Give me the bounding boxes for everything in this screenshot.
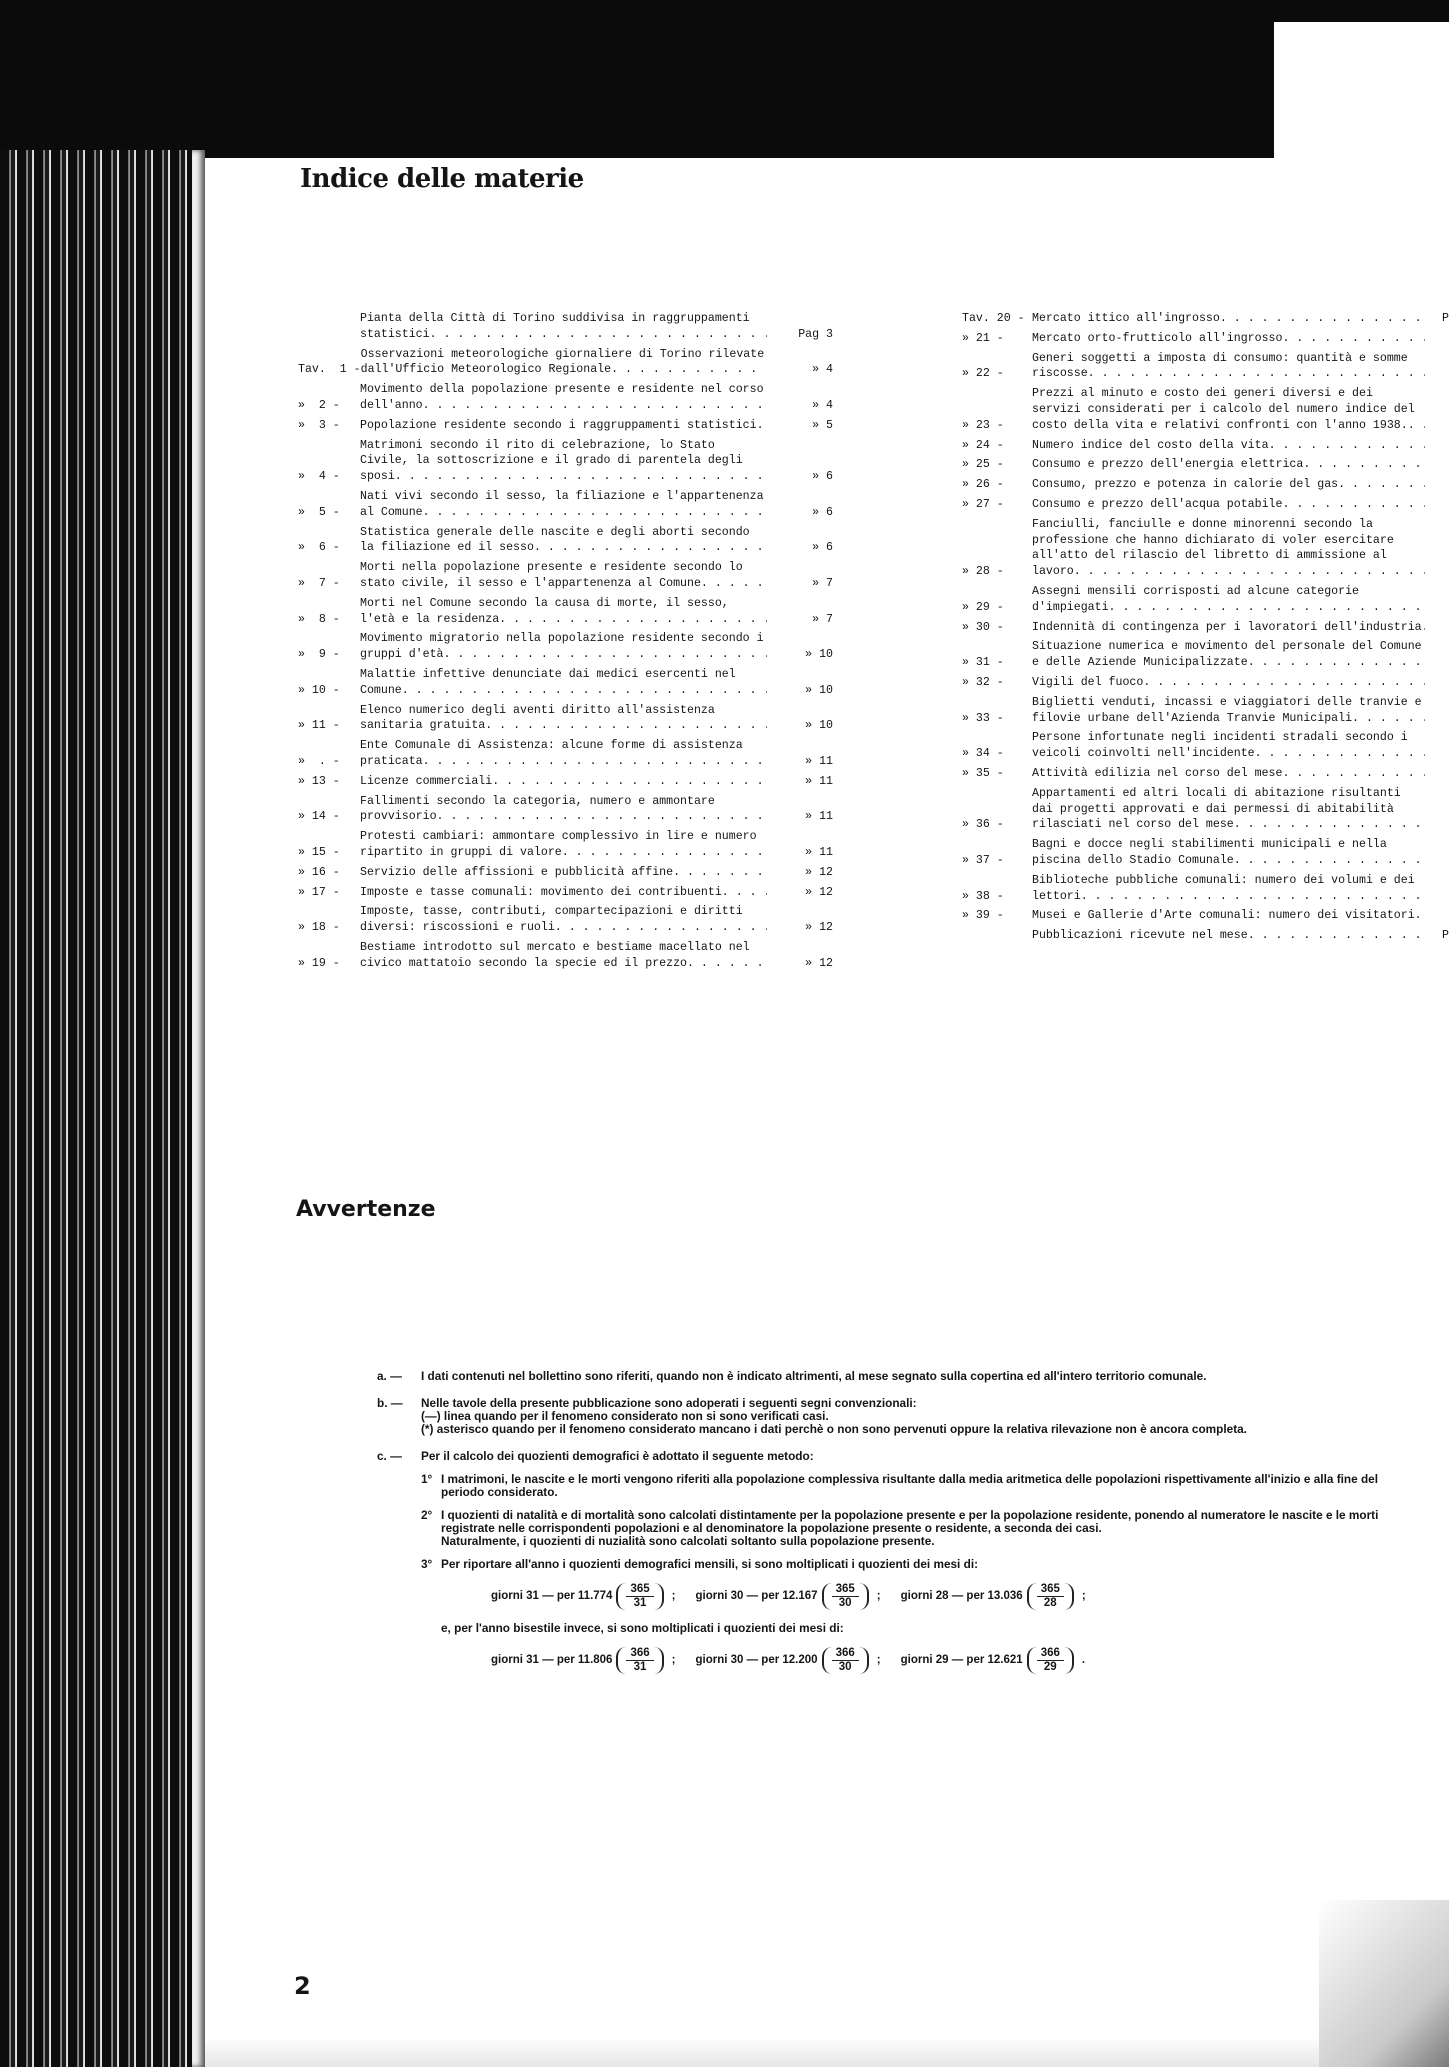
toc-text: Biglietti venduti, incassi e viaggiatori delle tranvie e filovie urbane dell'Azienda Tranvie Municipali . . . xyxy=(1032,695,1425,727)
toc-prefix: » 11 - xyxy=(298,719,340,733)
toc-entry xyxy=(962,675,1449,691)
toc-text: Licenze commerciali . . . xyxy=(360,774,767,790)
avvertenze-notes xyxy=(377,1370,1397,1700)
toc-entry xyxy=(298,631,833,663)
toc-entry xyxy=(962,766,1449,782)
toc-page: » 7 xyxy=(812,612,833,626)
toc-entry xyxy=(962,928,1449,944)
toc-text: Protesti cambiari: ammontare complessivo in lire e numero ripartito in gruppi di valore . . . xyxy=(360,829,767,861)
toc-text: Morti nella popolazione presente e residente secondo lo stato civile, il sesso e l'appartenenza al Comune . . . xyxy=(360,560,767,592)
note-text: Nelle tavole della presente pubblicazione sono adoperati i seguenti segni convenzionali: xyxy=(421,1396,917,1410)
toc-text: Popolazione residente secondo i raggruppamenti statistici . . . xyxy=(360,418,767,434)
toc-text: Fallimenti secondo la categoria, numero e ammontare provvisorio . . . xyxy=(360,794,767,826)
toc-prefix: » 4 - xyxy=(298,470,340,484)
toc-text: Assegni mensili corrisposti ad alcune categorie d'impiegati . . . xyxy=(1032,584,1425,616)
note-c2: 2° I quozienti di natalità e di mortalità sono calcolati distintamente per la popolazione presente e per la popolazione residente, ponendo al numeratore le nascite e le morti registrate nelle corrispondenti popolazioni e al denominatore la popolazione presente o residente, a seconda dei casi. Naturalmente, i quozienti di nuzialità sono calcolati soltanto sulla popolazione presente. xyxy=(421,1508,1379,1548)
formula-term: giorni 31 — per 11.806 $\frac{366}{31}$ ; xyxy=(491,1647,676,1673)
toc-entry xyxy=(298,525,833,557)
toc-entry xyxy=(298,667,833,699)
toc-page: » 10 xyxy=(805,648,833,662)
toc-text: Consumo e prezzo dell'energia elettrica . . . xyxy=(1032,457,1425,473)
toc-page: » 10 xyxy=(805,683,833,697)
toc-text: Numero indice del costo della vita . . . xyxy=(1032,438,1425,454)
toc-text: Consumo, prezzo e potenza in calorie del gas . . . xyxy=(1032,477,1425,493)
toc-entry xyxy=(962,438,1449,454)
toc-text: Appartamenti ed altri locali di abitazione risultanti dai progetti approvati e dai permessi di abitabilità rilasciati nel corso del mese . . . xyxy=(1032,786,1425,833)
toc-page: » 4 xyxy=(812,398,833,412)
toc-page: » 7 xyxy=(812,576,833,590)
toc-entry xyxy=(962,386,1449,433)
toc-text: Nati vivi secondo il sesso, la filiazione e l'appartenenza al Comune . . . xyxy=(360,489,767,521)
toc-entry xyxy=(298,885,833,901)
toc-prefix: » 22 - xyxy=(962,367,1004,381)
toc-text: Attività edilizia nel corso del mese . . . xyxy=(1032,766,1425,782)
toc-text: Musei e Gallerie d'Arte comunali: numero dei visitatori . . . xyxy=(1032,908,1425,924)
toc-prefix: » 8 - xyxy=(298,612,340,626)
toc-text: Morti nel Comune secondo la causa di morte, il sesso, l'età e la residenza . . . xyxy=(360,596,767,628)
toc-prefix: » 23 - xyxy=(962,418,1004,432)
avvertenze-title: Avvertenze xyxy=(296,1197,436,1222)
toc-prefix: » 26 - xyxy=(962,478,1004,492)
toc-prefix: » 29 - xyxy=(962,600,1004,614)
toc-page: » 11 xyxy=(805,774,833,788)
toc-prefix: » 27 - xyxy=(962,497,1004,511)
toc-page: » 12 xyxy=(805,921,833,935)
toc-text: Generi soggetti a imposta di consumo: quantità e somme riscosse . . . xyxy=(1032,351,1425,383)
page-bottom-shadow xyxy=(205,2037,1449,2067)
toc-prefix: » 6 - xyxy=(298,541,340,555)
toc-text: Vigili del fuoco . . . xyxy=(1032,675,1425,691)
toc-entry xyxy=(962,457,1449,473)
toc-entry xyxy=(962,786,1449,833)
toc-entry xyxy=(298,489,833,521)
toc-prefix: » 5 - xyxy=(298,505,340,519)
page-corner-shadow xyxy=(1319,1900,1449,2067)
note-text: Per il calcolo dei quozienti demografici è adottato il seguente metodo: xyxy=(421,1449,814,1463)
toc-entry xyxy=(962,477,1449,493)
toc-prefix: » 17 - xyxy=(298,885,340,899)
toc-prefix: Tav. 1 - xyxy=(298,363,361,377)
toc-text: Servizio delle affissioni e pubblicità affine . . . xyxy=(360,865,767,881)
formula-term: giorni 30 — per 12.167 $\frac{365}{30}$ ; xyxy=(695,1583,881,1609)
toc-page: » 11 xyxy=(805,754,833,768)
toc-prefix: » 2 - xyxy=(298,398,340,412)
toc-prefix: » 36 - xyxy=(962,818,1004,832)
formula-term: giorni 30 — per 12.200 $\frac{366}{30}$ ; xyxy=(695,1647,881,1673)
toc-prefix: » 3 - xyxy=(298,418,340,432)
toc-text: Mercato orto-frutticolo all'ingrosso . . . xyxy=(1032,331,1425,347)
toc-page: » 11 xyxy=(805,845,833,859)
toc-page: P xyxy=(1442,312,1449,325)
toc-prefix: » 33 - xyxy=(962,711,1004,725)
toc-text: Movimento della popolazione presente e residente nel corso dell'anno . . . xyxy=(360,382,767,414)
toc-entry xyxy=(298,347,833,379)
toc-prefix: » 16 - xyxy=(298,865,340,879)
toc-entry xyxy=(962,584,1449,616)
toc-prefix: » 39 - xyxy=(962,909,1004,923)
toc-entry xyxy=(962,639,1449,671)
toc-page: » 12 xyxy=(805,956,833,970)
top-black-band xyxy=(0,0,1449,158)
top-page-notch xyxy=(1274,22,1449,162)
toc-prefix: » 24 - xyxy=(962,438,1004,452)
toc-entry xyxy=(298,560,833,592)
toc-page: » 12 xyxy=(805,865,833,879)
toc-text: Pianta della Città di Torino suddivisa in raggruppamenti statistici . . . xyxy=(360,311,767,343)
toc-prefix: » 37 - xyxy=(962,853,1004,867)
toc-prefix: » 28 - xyxy=(962,565,1004,579)
toc-entry xyxy=(298,794,833,826)
toc-prefix: Tav. 20 - xyxy=(962,312,1025,325)
toc-prefix: » . - xyxy=(298,754,340,768)
toc-left-column xyxy=(298,311,833,975)
note-sign-asterisk: (*) asterisco quando per il fenomeno considerato mancano i dati perchè o non sono pervenuti oppure la relativa rilevazione non è ancora completa. xyxy=(421,1422,1247,1436)
note-b xyxy=(377,1397,1397,1436)
toc-text: Imposte e tasse comunali: movimento dei contribuenti . . . xyxy=(360,885,767,901)
toc-page: Pag 3 xyxy=(798,327,833,341)
toc-prefix: » 34 - xyxy=(962,747,1004,761)
toc-text: Pubblicazioni ricevute nel mese . . . xyxy=(1032,928,1425,944)
toc-entry xyxy=(298,382,833,414)
toc-entry xyxy=(298,940,833,972)
page-stack-edge xyxy=(0,150,205,2067)
note-label: b. — xyxy=(377,1396,403,1410)
toc-page: » 11 xyxy=(805,810,833,824)
formula-term: giorni 31 — per 11.774 $\frac{365}{31}$ ; xyxy=(491,1583,676,1609)
toc-entry xyxy=(962,730,1449,762)
toc-text: Prezzi al minuto e costo dei generi diversi e dei servizi considerati per i calcolo del numero indice del costo della vita e relativi confronti con l'anno 1938. . . . xyxy=(1032,386,1425,433)
toc-prefix: » 19 - xyxy=(298,956,340,970)
toc-page: » 10 xyxy=(805,719,833,733)
toc-entry xyxy=(962,311,1449,327)
toc-prefix: » 25 - xyxy=(962,458,1004,472)
toc-entry xyxy=(962,331,1449,347)
note-c3: 3° Per riportare all'anno i quozienti demografici mensili, si sono moltiplicati i quozienti dei mesi di: xyxy=(421,1557,979,1571)
toc-text: Imposte, tasse, contributi, compartecipazioni e diritti diversi: riscossioni e ruoli . . . xyxy=(360,904,767,936)
toc-text: Bestiame introdotto sul mercato e bestiame macellato nel civico mattatoio secondo la specie ed il prezzo . . . xyxy=(360,940,767,972)
toc-prefix: » 10 - xyxy=(298,683,340,697)
toc-page: P xyxy=(1442,929,1449,943)
toc-prefix: » 35 - xyxy=(962,766,1004,780)
toc-prefix: » 18 - xyxy=(298,921,340,935)
toc-prefix: » 13 - xyxy=(298,774,340,788)
formula-term: giorni 28 — per 13.036 $\frac{365}{28}$ ; xyxy=(900,1583,1086,1609)
toc-entry xyxy=(298,438,833,485)
toc-entry xyxy=(298,865,833,881)
note-sign-line: (—) linea quando per il fenomeno considerato non si sono verificati casi. xyxy=(421,1409,829,1423)
formula-term: giorni 29 — per 12.621 $\frac{366}{29}$ . xyxy=(900,1647,1086,1673)
page-fold-shadow xyxy=(192,150,205,2067)
toc-entry xyxy=(962,695,1449,727)
toc-right-column xyxy=(962,311,1449,948)
toc-prefix: » 7 - xyxy=(298,576,340,590)
toc-text: Elenco numerico degli aventi diritto all'assistenza sanitaria gratuita . . . xyxy=(360,703,767,735)
toc-entry xyxy=(962,620,1449,636)
note-body xyxy=(421,1450,1397,1686)
toc-prefix: » 15 - xyxy=(298,845,340,859)
toc-entry xyxy=(298,596,833,628)
toc-text: Matrimoni secondo il rito di celebrazione, lo Stato Civile, la sottoscrizione e il grado di parentela degli sposi . . . xyxy=(360,438,767,485)
toc-text: Ente Comunale di Assistenza: alcune forme di assistenza praticata . . . xyxy=(360,738,767,770)
toc-page: » 6 xyxy=(812,505,833,519)
toc-text: Situazione numerica e movimento del personale del Comune e delle Aziende Municipalizzate . . . xyxy=(1032,639,1425,671)
formula-common-year xyxy=(491,1583,1397,1610)
note-body xyxy=(421,1397,1397,1436)
toc-page: » 6 xyxy=(812,470,833,484)
toc-entry xyxy=(962,497,1449,513)
toc-entry xyxy=(298,418,833,434)
toc-entry xyxy=(298,829,833,861)
toc-entry xyxy=(298,311,833,343)
page-number: 2 xyxy=(294,1972,311,2000)
toc-entry xyxy=(962,908,1449,924)
note-label: a. — xyxy=(377,1369,402,1383)
toc-entry xyxy=(962,837,1449,869)
toc-prefix: » 14 - xyxy=(298,810,340,824)
toc-text: Fanciulli, fanciulle e donne minorenni secondo la professione che hanno dichiarato di voler esercitare all'atto del rilascio del libretto di ammissione al lavoro . . . xyxy=(1032,517,1425,580)
toc-entry xyxy=(962,351,1449,383)
toc-text: Statistica generale delle nascite e degli aborti secondo la filiazione ed il sesso . . . xyxy=(360,525,767,557)
toc-entry xyxy=(962,873,1449,905)
toc-prefix: » 30 - xyxy=(962,620,1004,634)
toc-prefix: » 31 - xyxy=(962,656,1004,670)
toc-text: Malattie infettive denunciate dai medici esercenti nel Comune . . . xyxy=(360,667,767,699)
note-text: I dati contenuti nel bollettino sono riferiti, quando non è indicato altrimenti, al mese segnato sulla copertina ed all'intero territorio comunale. xyxy=(421,1369,1207,1383)
toc-page: » 5 xyxy=(812,418,833,432)
toc-text: Biblioteche pubbliche comunali: numero dei volumi e dei lettori . . . xyxy=(1032,873,1425,905)
toc-entry xyxy=(298,904,833,936)
note-a xyxy=(377,1370,1397,1383)
toc-text: Persone infortunate negli incidenti stradali secondo i veicoli coinvolti nell'incidente . . . xyxy=(1032,730,1425,762)
toc-entry xyxy=(962,517,1449,580)
toc-entry xyxy=(298,703,833,735)
note-c xyxy=(377,1450,1397,1686)
toc-page: » 6 xyxy=(812,541,833,555)
toc-page: » 4 xyxy=(812,363,833,377)
note-c1: 1° I matrimoni, le nascite e le morti vengono riferiti alla popolazione complessiva risultante dalla media aritmetica delle popolazioni rispettivamente all'inizio e alla fine del periodo considerato. xyxy=(421,1472,1378,1499)
toc-entry xyxy=(298,774,833,790)
toc-text: Bagni e docce negli stabilimenti municipali e nella piscina dello Stadio Comunale . . . xyxy=(1032,837,1425,869)
toc-prefix: » 32 - xyxy=(962,675,1004,689)
toc-text: Movimento migratorio nella popolazione residente secondo i gruppi d'età . . . xyxy=(360,631,767,663)
toc-text: Indennità di contingenza per i lavoratori dell'industria . . . xyxy=(1032,620,1425,636)
toc-entry xyxy=(298,738,833,770)
toc-text: Osservazioni meteorologiche giornaliere di Torino rilevate dall'Ufficio Meteorologico Regionale . . . xyxy=(361,347,767,379)
formula-leap-year xyxy=(491,1647,1397,1674)
toc-prefix: » 21 - xyxy=(962,331,1004,345)
note-text: e, per l'anno bisestile invece, si sono moltiplicati i quozienti dei mesi di: xyxy=(441,1621,844,1635)
toc-text: Consumo e prezzo dell'acqua potabile . . . xyxy=(1032,497,1425,513)
page-title: Indice delle materie xyxy=(300,164,584,194)
toc-page: » 12 xyxy=(805,885,833,899)
note-label: c. — xyxy=(377,1449,402,1463)
toc-prefix: » 38 - xyxy=(962,889,1004,903)
toc-text: Mercato ittico all'ingrosso . . . xyxy=(1032,311,1425,327)
toc-prefix: » 9 - xyxy=(298,648,340,662)
